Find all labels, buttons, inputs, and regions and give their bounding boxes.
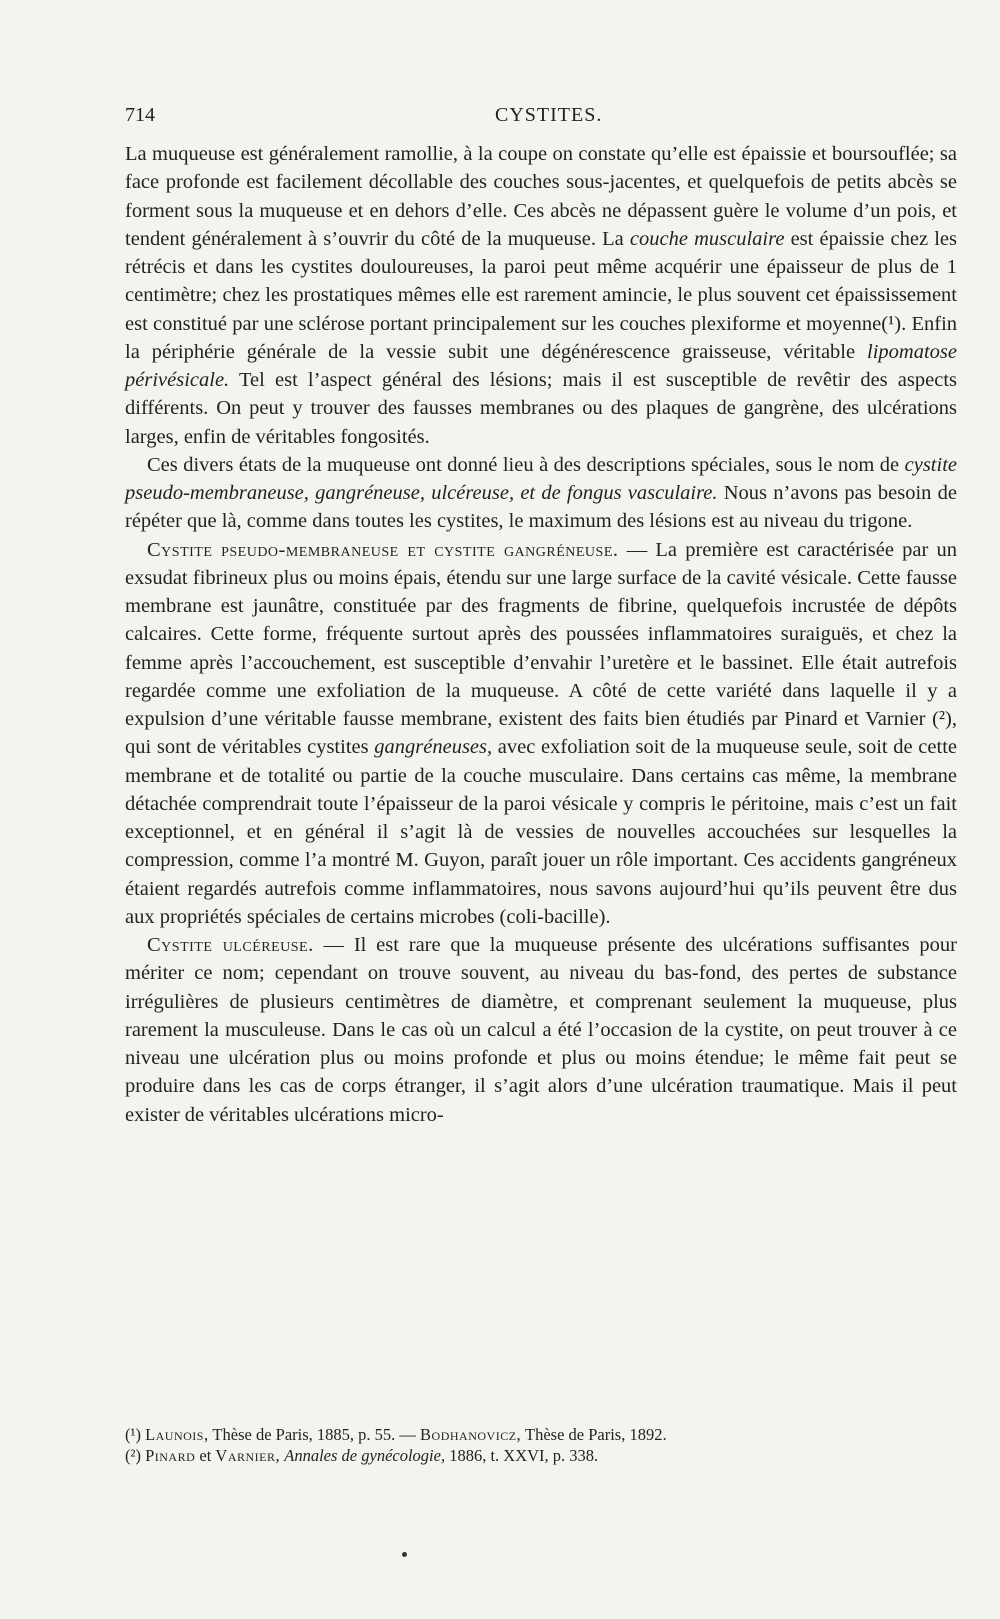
footnote-text: Thèse de Paris, 1892. [521, 1425, 667, 1444]
text-run: Tel est l’aspect général des lésions; mais il est susceptible de revêtir des aspects différents. On peut y trouver des fausses membranes ou des plaques de gangrène, des ulcérations larges, enfin de véritables fongosités. [125, 369, 957, 448]
footnote-text: Thèse de Paris, 1885, p. 55. — [208, 1425, 421, 1444]
footnote-2 [125, 1445, 957, 1466]
footnote-ref: (²) [932, 708, 952, 730]
section-heading: Cystite ulcéreuse. [147, 934, 314, 956]
section-heading: Cystite pseudo-membraneuse et cystite gangréneuse. [147, 538, 619, 561]
body-text [125, 140, 957, 1129]
paragraph-4 [125, 931, 957, 1129]
footnote-author: Bodhanovicz, [420, 1425, 522, 1444]
footnotes [125, 1424, 957, 1466]
running-head [125, 104, 955, 130]
italic-term: cystite pseudo-membraneuse, gangréneuse, ulcéreuse, et de fongus vasculaire. [125, 453, 957, 504]
page-number: 714 [125, 104, 155, 126]
paragraph-2 [125, 451, 957, 536]
text-run: — La première est caractérisée par un exsudat fibrineux plus ou moins épais, étendu sur une large surface de la cavité vésicale. Cette fausse membrane est jaunâtre, constituée par des fragments de fibrine, quelquefois incrustée de dépôts calcaires. Cette forme, fréquente surtout après des poussées inflammatoires suraiguës, et chez la femme après l’accouchement, est susceptible d’envahir l’uretère et le bassinet. Elle était autrefois regardée comme une exfoliation de la muqueuse. A côté de cette variété dans laquelle il y a expulsion d’une véritable fausse membrane, existent des faits bien étudiés par Pinard et Varnier [125, 538, 957, 730]
paragraph-1 [125, 140, 957, 451]
text-run: . Enfin la périphérie générale de la vessie subit une dégénérescence graisseuse, véritable [125, 312, 958, 363]
text-run: — Il est rare que la muqueuse présente des ulcérations suffisantes pour mériter ce nom; cependant on trouve souvent, au niveau du bas-fond, des pertes de substance irrégulières de plusieurs centimètres de diamètre, et comprenant seulement la muqueuse, plus rarement la musculeuse. Dans le cas où un calcul a été l’occasion de la cystite, on peut trouver à ce niveau une ulcération plus ou moins profonde et plus ou moins étendue; le même fait peut se produire dans les cas de corps étranger, il s’agit alors d’une ulcération traumatique. Mais il peut exister de véritables ulcérations micro- [125, 934, 957, 1126]
footnote-ref: (¹) [881, 312, 902, 335]
italic-term: lipomatose périvésicale. [125, 340, 957, 391]
footnote-text: et [195, 1446, 216, 1465]
footnote-marker: (²) [125, 1446, 141, 1465]
running-title: CYSTITES. [495, 104, 603, 126]
text-run: La muqueuse est généralement ramollie, à la coupe on constate qu’elle est épaissie et boursouflée; sa face profonde est facilement décollable des couches sous-jacentes, et quelquefois de petits abcès se forment sous la muqueuse et en dehors d’elle. Ces abcès ne dépassent guère le volume d’un pois, et tendent généralement à s’ouvrir du côté de la muqueuse. La [125, 143, 957, 250]
text-run: est épaissie chez les rétrécis et dans les cystites douloureuses, la paroi peut même acquérir une épaisseur de plus de 1 centimètre; chez les prostatiques mêmes elle est rarement amincie, le plus souvent cet épaississement est constitué par une sclérose portant principalement sur les couches plexiforme et moyenne [125, 227, 958, 335]
italic-term: gangréneuses, [374, 736, 493, 759]
footnote-author: Launois, [145, 1425, 209, 1444]
italic-term: couche musculaire [629, 227, 785, 250]
footnote-journal: Annales de gynécologie, [284, 1446, 446, 1465]
footnote-author: Pinard [145, 1446, 196, 1465]
text-run: avec exfoliation soit de la muqueuse seule, soit de cette membrane et de totalité ou partie de la couche musculaire. Dans certains cas même, la membrane détachée comprendrait toute l’épaisseur de la paroi vésicale y compris le péritoine, mais c’est un fait exceptionnel, et en général il s’agit là de vessies de nouvelles accouchées sur lesquelles la compression, comme l’a montré M. Guyon, paraît jouer un rôle important. Ces accidents gangréneux étaient regardés autrefois comme inflammatoires, nous savons aujourd’hui qu’ils peuvent être dus aux propriétés spéciales de certains microbes (coli-bacille). [125, 736, 957, 928]
footnote-author: Varnier, [215, 1446, 281, 1465]
footnote-text: 1886, t. XXVI, p. 338. [445, 1446, 599, 1465]
ink-speck [402, 1552, 407, 1557]
footnote-marker: (¹) [125, 1425, 141, 1444]
text-run: Ces divers états de la muqueuse ont donné lieu à des descriptions spéciales, sous le nom de [147, 453, 905, 476]
text-run: , qui sont de véritables cystites [125, 708, 957, 759]
text-run: Nous n’avons pas besoin de répéter que là, comme dans toutes les cystites, le maximum des lésions est au niveau du trigone. [125, 482, 957, 533]
paragraph-3 [125, 536, 957, 932]
footnote-1 [125, 1424, 957, 1445]
